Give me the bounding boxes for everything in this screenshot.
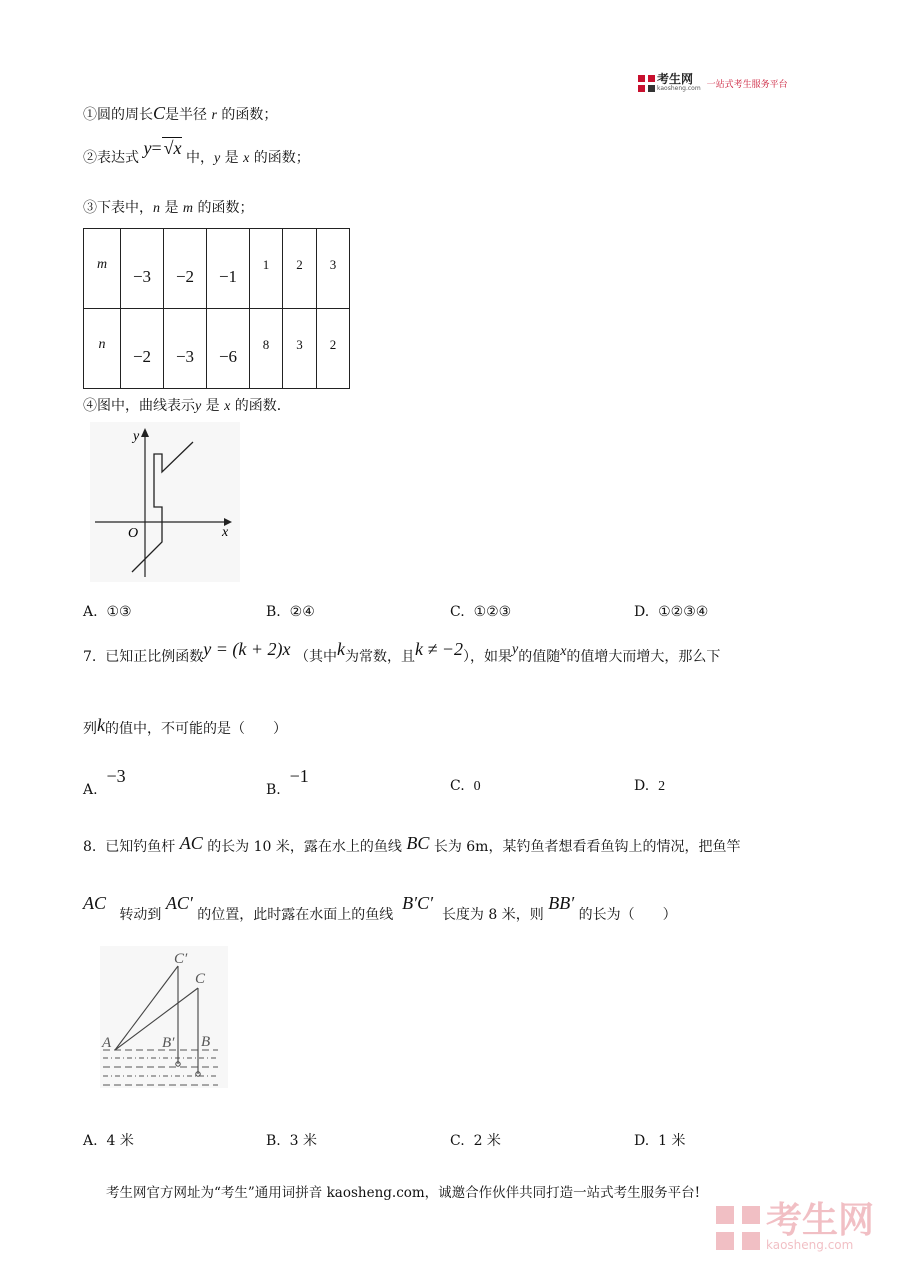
statement-2: ②表达式 y= √x 中，y 是 x 的函数； (83, 138, 310, 166)
q8-option-a[interactable]: A. 4 米 (83, 1133, 134, 1149)
header-logo (638, 73, 788, 93)
header-domain: kaosheng.com (657, 85, 701, 92)
table-cell: −2 (121, 309, 164, 389)
q8-option-c[interactable]: C. 2 米 (450, 1133, 501, 1149)
table-cell: 3 (283, 309, 317, 389)
fishing-rod-figure (100, 946, 228, 1088)
watermark-domain: kaosheng.com (766, 1238, 854, 1252)
label-a: A (102, 1035, 112, 1051)
header-slogan: 一站式考生服务平台 (706, 79, 788, 90)
table-cell: 1 (250, 229, 283, 309)
q8-stem-line1: 8. 已知钓鱼杆 AC 的长为 10 米，露在水上的鱼线 BC 长为 6m，某钓鱼者想看看鱼钩上的情况，把鱼竿 (83, 833, 741, 855)
statement-3: ③下表中，n 是 m 的函数； (83, 200, 254, 216)
watermark-brand: 考生网 (766, 1200, 875, 1241)
x-axis-label: x (222, 525, 229, 540)
table-cell: −3 (121, 229, 164, 309)
table-cell: 2 (317, 309, 350, 389)
label-c: C (195, 971, 206, 987)
footer-text: 考生网官方网址为“考生”通用词拼音 kaosheng.com，诚邀合作伙伴共同打造一站式考生服务平台! (106, 1185, 701, 1201)
sqrt-expression: y= √x (143, 138, 182, 158)
q6-option-b[interactable]: B. ②④ (266, 604, 315, 620)
statement-4: ④图中，曲线表示y 是 x 的函数． (83, 398, 291, 414)
label-b-prime: B′ (162, 1035, 175, 1051)
label-c-prime: C′ (174, 951, 188, 967)
q8-stem-line2: AC 转动到 AC′ 的位置，此时露在水面上的鱼线 B′C′ 长度为 8 米，则 BB′ 的长为（ ） (83, 893, 677, 923)
table-cell: 2 (283, 229, 317, 309)
watermark-logo-icon (716, 1206, 760, 1250)
table-cell: −2 (164, 229, 207, 309)
table-cell: −1 (207, 229, 250, 309)
mn-table (83, 228, 350, 389)
q7-function: y = (k + 2)x (203, 639, 291, 659)
graph-background (90, 422, 240, 582)
origin-label: O (128, 526, 139, 541)
q7-option-a[interactable]: A. −3 (83, 766, 126, 798)
q7-stem-line2: 列k的值中，不可能的是（ ） (83, 715, 287, 737)
q7-option-d[interactable]: D. 2 (634, 778, 666, 794)
function-graph (90, 422, 240, 582)
label-b: B (201, 1034, 211, 1050)
q7-condition: k ≠ −2 (414, 639, 463, 659)
q7-option-b[interactable]: B. −1 (266, 766, 309, 798)
kaosheng-logo-icon (638, 75, 655, 92)
table-cell: −6 (207, 309, 250, 389)
table-cell: 3 (317, 229, 350, 309)
table-row-n (84, 309, 350, 389)
q7-option-c[interactable]: C. 0 (450, 778, 481, 794)
watermark (716, 1200, 875, 1252)
q6-option-d[interactable]: D. ①②③④ (634, 604, 709, 620)
table-cell: −3 (164, 309, 207, 389)
table-row-m (84, 229, 350, 309)
q8-option-d[interactable]: D. 1 米 (634, 1133, 686, 1149)
header-brand: 考生网 kaosheng.com (657, 72, 701, 92)
table-header-m: m (84, 229, 121, 309)
q6-option-c[interactable]: C. ①②③ (450, 604, 512, 620)
q8-option-b[interactable]: B. 3 米 (266, 1133, 318, 1149)
table-cell: 8 (250, 309, 283, 389)
y-axis-label: y (133, 429, 140, 444)
table-header-n: n (84, 309, 121, 389)
q6-option-a[interactable]: A. ①③ (83, 604, 132, 620)
statement-1: ①圆的周长C是半径 r 的函数； (83, 103, 278, 123)
q7-stem-line1: 7. 已知正比例函数y = (k + 2)x （其中k为常数，且k ≠ −2），如果y的值随x的值增大而增大，那么下 (83, 639, 721, 665)
